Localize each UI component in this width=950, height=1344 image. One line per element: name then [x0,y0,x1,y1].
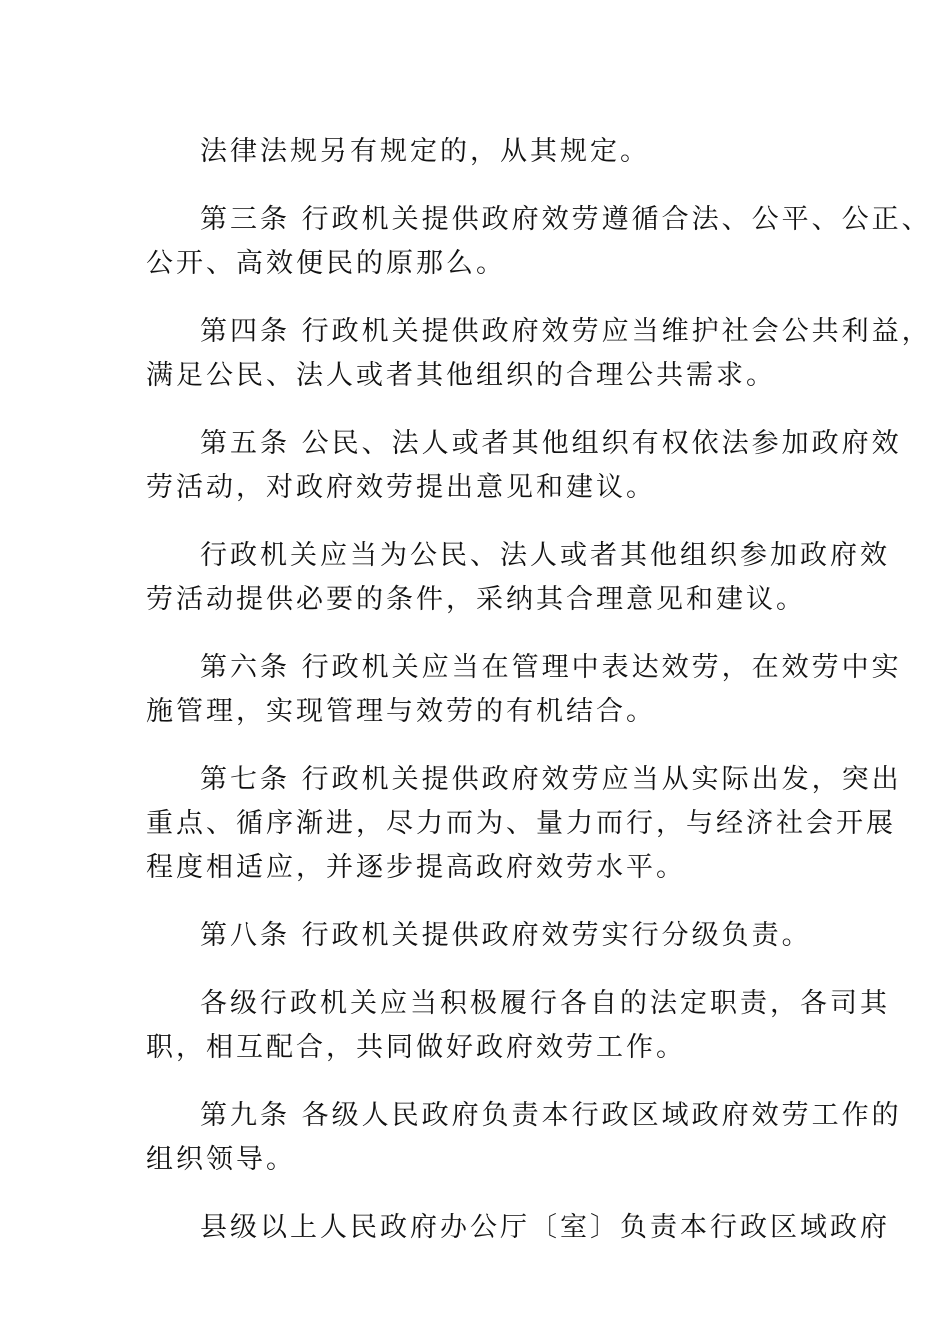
article-9 [146,1094,902,1182]
article-5-clause-2 [146,534,890,622]
paragraph-line: 劳活动提供必要的条件，采纳其合理意见和建议。 [146,584,806,615]
paragraph-line: 满足公民、法人或者其他组织的合理公共需求。 [146,360,776,391]
article-4 [146,310,932,398]
article-6 [146,646,902,734]
article-5 [146,422,902,510]
paragraph-line: 程度相适应，并逐步提高政府效劳水平。 [146,852,686,883]
document-body [146,130,932,1274]
paragraph-line: 第八条 行政机关提供政府效劳实行分级负责。 [200,920,812,951]
paragraph-line: 重点、循序渐进，尽力而为、量力而行，与经济社会开展 [146,808,896,839]
paragraph-line: 法律法规另有规定的，从其规定。 [200,136,650,167]
paragraph-line: 第四条 行政机关提供政府效劳应当维护社会公共利益， [200,316,932,347]
paragraph-line: 施管理，实现管理与效劳的有机结合。 [146,696,656,727]
paragraph-line: 第六条 行政机关应当在管理中表达效劳，在效劳中实 [200,652,902,683]
paragraph-line: 组织领导。 [146,1144,296,1175]
article-9-clause-2 [146,1206,890,1250]
paragraph-line: 职，相互配合，共同做好政府效劳工作。 [146,1032,686,1063]
paragraph-line: 第三条 行政机关提供政府效劳遵循合法、公平、公正、 [200,204,932,235]
paragraph-line: 第九条 各级人民政府负责本行政区域政府效劳工作的 [200,1100,902,1131]
paragraph-line: 县级以上人民政府办公厅〔室〕负责本行政区域政府 [200,1212,890,1243]
paragraph-line: 第五条 公民、法人或者其他组织有权依法参加政府效 [200,428,902,459]
paragraph-line: 劳活动，对政府效劳提出意见和建议。 [146,472,656,503]
paragraph-line: 第七条 行政机关提供政府效劳应当从实际出发，突出 [200,764,902,795]
paragraph-1 [146,130,826,174]
paragraph-line: 行政机关应当为公民、法人或者其他组织参加政府效 [200,540,890,571]
article-3 [146,198,932,286]
paragraph-line: 公开、高效便民的原那么。 [146,248,506,279]
article-8 [146,914,826,958]
paragraph-line: 各级行政机关应当积极履行各自的法定职责，各司其 [200,988,890,1019]
article-7 [146,758,902,890]
article-8-clause-2 [146,982,890,1070]
